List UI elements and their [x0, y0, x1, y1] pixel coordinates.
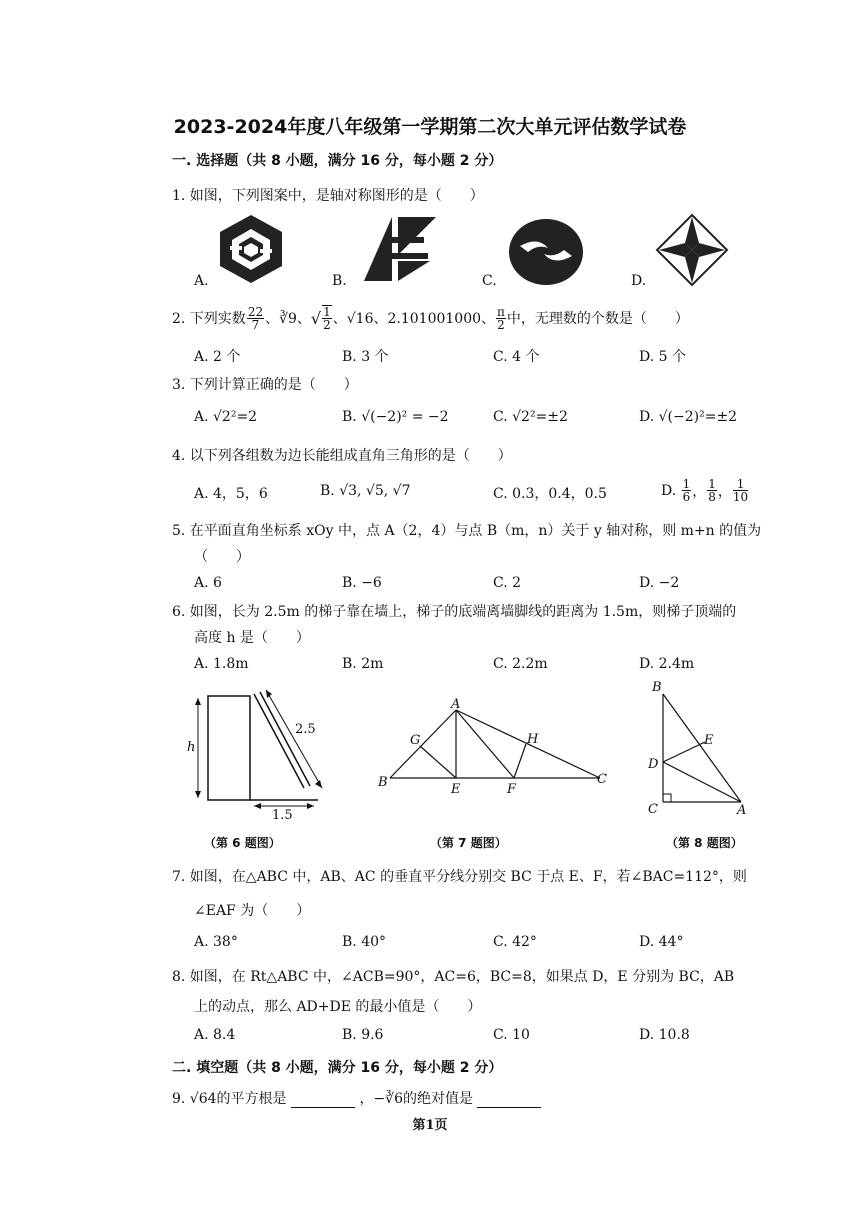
fig7-label-a: A — [451, 697, 461, 712]
q6-option-a: A. 1.8m — [194, 656, 249, 672]
q2-cbrt9: 、∛9、 — [265, 311, 311, 327]
figure-8-right-triangle — [655, 690, 755, 810]
question-5-stem: 5. 在平面直角坐标系 xOy 中，点 A（2，4）与点 B（m，n）关于 y 轴对称，则 m+n 的值为 — [172, 523, 762, 539]
q2-sqrt-half: $\frac{1}{2}$ — [323, 305, 331, 332]
q8-option-d: D. 10.8 — [639, 1027, 690, 1043]
q4-option-d-label: D. — [661, 482, 677, 499]
question-9 — [172, 1088, 541, 1108]
question-4-stem: 4. 以下列各组数为边长能组成直角三角形的是（ ） — [172, 448, 512, 464]
question-6-stem: 6. 如图，长为 2.5m 的梯子靠在墙上，梯子的底端离墙脚线的距离为 1.5m，则梯子顶端的 — [172, 604, 737, 620]
q2-prefix: 2. 下列实数 — [172, 311, 246, 327]
q2-fraction-22-7: $\frac{22}{7}$ — [247, 304, 264, 332]
q4-option-a: A. 4，5，6 — [194, 486, 268, 502]
question-2-stem: 2. 下列实数 $\frac{22}{7}$ 、∛9、 √ $\frac{1}{2}$ 、√16、2.101001000、 $\frac{\pi}{2}$ 中，无理数的个数是（ ） — [172, 304, 689, 332]
q1-figure-a — [216, 213, 286, 285]
q7-option-a: A. 38° — [194, 934, 238, 950]
q4-option-b: B. √3, √5, √7 — [320, 483, 411, 499]
q6-option-c: C. 2.2m — [493, 656, 548, 672]
q8-option-c: C. 10 — [493, 1027, 530, 1043]
fig8-label-b: B — [652, 680, 662, 695]
q1-option-b: B. — [332, 273, 347, 289]
fig8-label-c: C — [648, 802, 658, 817]
q2-option-d: D. 5 个 — [639, 349, 686, 365]
q4-d-frac-1: $\frac{1}{6}$ — [682, 477, 691, 504]
q1-figure-b — [358, 215, 438, 283]
q2-option-c: C. 4 个 — [493, 349, 540, 365]
fig8-caption: （第 8 题图） — [666, 836, 743, 850]
section-heading-choice: 一. 选择题（共 8 小题，满分 16 分，每小题 2 分） — [172, 153, 503, 169]
question-8-stem: 8. 如图，在 Rt△ABC 中，∠ACB=90°，AC=6，BC=8，如果点 D，E 分别为 BC，AB — [172, 969, 735, 985]
q2-fraction-pi-2: $\frac{\pi}{2}$ — [497, 304, 505, 332]
q4-d-frac-2: $\frac{1}{8}$ — [708, 477, 716, 504]
question-7-stem-cont: ∠EAF 为（ ） — [194, 903, 311, 919]
fig6-caption: （第 6 题图） — [204, 836, 281, 850]
question-5-stem-cont: （ ） — [194, 549, 250, 565]
fig7-label-b: B — [378, 775, 388, 790]
q5-option-c: C. 2 — [493, 575, 522, 591]
fig7-label-h: H — [527, 732, 539, 747]
page-title: 2023-2024年度八年级第一学期第二次大单元评估数学试卷 — [173, 116, 687, 138]
q3-option-c: C. √2²=±2 — [493, 409, 568, 425]
question-3-stem: 3. 下列计算正确的是（ ） — [172, 377, 358, 393]
q7-option-c: C. 42° — [493, 934, 537, 950]
q4-d-frac-3: $\frac{1}{10}$ — [732, 477, 749, 504]
q2-suffix: 中，无理数的个数是（ ） — [506, 311, 689, 327]
q1-figure-c — [508, 218, 584, 286]
q4-option-c: C. 0.3，0.4，0.5 — [493, 486, 607, 502]
q8-option-a: A. 8.4 — [194, 1027, 236, 1043]
q6-option-b: B. 2m — [342, 656, 384, 672]
figure-6-ladder — [184, 688, 334, 828]
q9-part2: ，−∛6的绝对值是 — [359, 1091, 474, 1107]
q1-option-c: C. — [482, 273, 497, 289]
q3-option-d: D. √(−2)²=±2 — [639, 409, 738, 425]
fig8-label-e: E — [704, 733, 714, 748]
q2-option-b: B. 3 个 — [342, 349, 389, 365]
q1-option-a: A. — [194, 273, 209, 289]
page-number: 第1页 — [412, 1118, 448, 1133]
question-6-stem-cont: 高度 h 是（ ） — [194, 630, 310, 646]
q8-option-b: B. 9.6 — [342, 1027, 384, 1043]
q5-option-b: B. −6 — [342, 575, 382, 591]
q9-blank-1 — [291, 1095, 355, 1108]
fig6-label-base: 1.5 — [272, 808, 293, 823]
q3-option-b: B. √(−2)² = −2 — [342, 409, 449, 425]
q9-blank-2 — [477, 1095, 541, 1108]
question-8-stem-cont: 上的动点，那么 AD+DE 的最小值是（ ） — [194, 999, 482, 1015]
q9-part1: 9. √64的平方根是 — [172, 1091, 287, 1107]
fig6-label-length: 2.5 — [295, 722, 316, 737]
q4-option-d: D. $\frac{1}{6}$ ， $\frac{1}{8}$ ， $\frac{1}{10}$ — [661, 477, 749, 504]
q2-option-a: A. 2 个 — [194, 349, 241, 365]
q5-option-a: A. 6 — [194, 575, 222, 591]
q7-option-b: B. 40° — [342, 934, 387, 950]
fig7-label-c: C — [597, 772, 607, 787]
q6-option-d: D. 2.4m — [639, 656, 695, 672]
q3-option-a: A. √2²=2 — [194, 409, 258, 425]
q1-option-d: D. — [631, 273, 647, 289]
question-7-stem: 7. 如图，在△ABC 中，AB、AC 的垂直平分线分别交 BC 于点 E、F，若∠BAC=112°，则 — [172, 869, 747, 885]
question-1-stem: 1. 如图，下列图案中，是轴对称图形的是（ ） — [172, 188, 484, 204]
section-heading-fill-in: 二. 填空题（共 8 小题，满分 16 分，每小题 2 分） — [172, 1060, 503, 1076]
fig7-label-g: G — [410, 733, 421, 748]
q1-figure-d — [655, 213, 729, 287]
fig7-label-f: F — [507, 782, 517, 797]
fig8-label-d: D — [648, 757, 659, 772]
q5-option-d: D. −2 — [639, 575, 680, 591]
fig7-label-e: E — [451, 782, 461, 797]
q2-rest: 、√16、2.101001000、 — [332, 311, 496, 327]
q7-option-d: D. 44° — [639, 934, 684, 950]
fig6-label-h: h — [187, 740, 196, 755]
fig7-caption: （第 7 题图） — [430, 836, 507, 850]
fig8-label-a: A — [737, 803, 747, 818]
